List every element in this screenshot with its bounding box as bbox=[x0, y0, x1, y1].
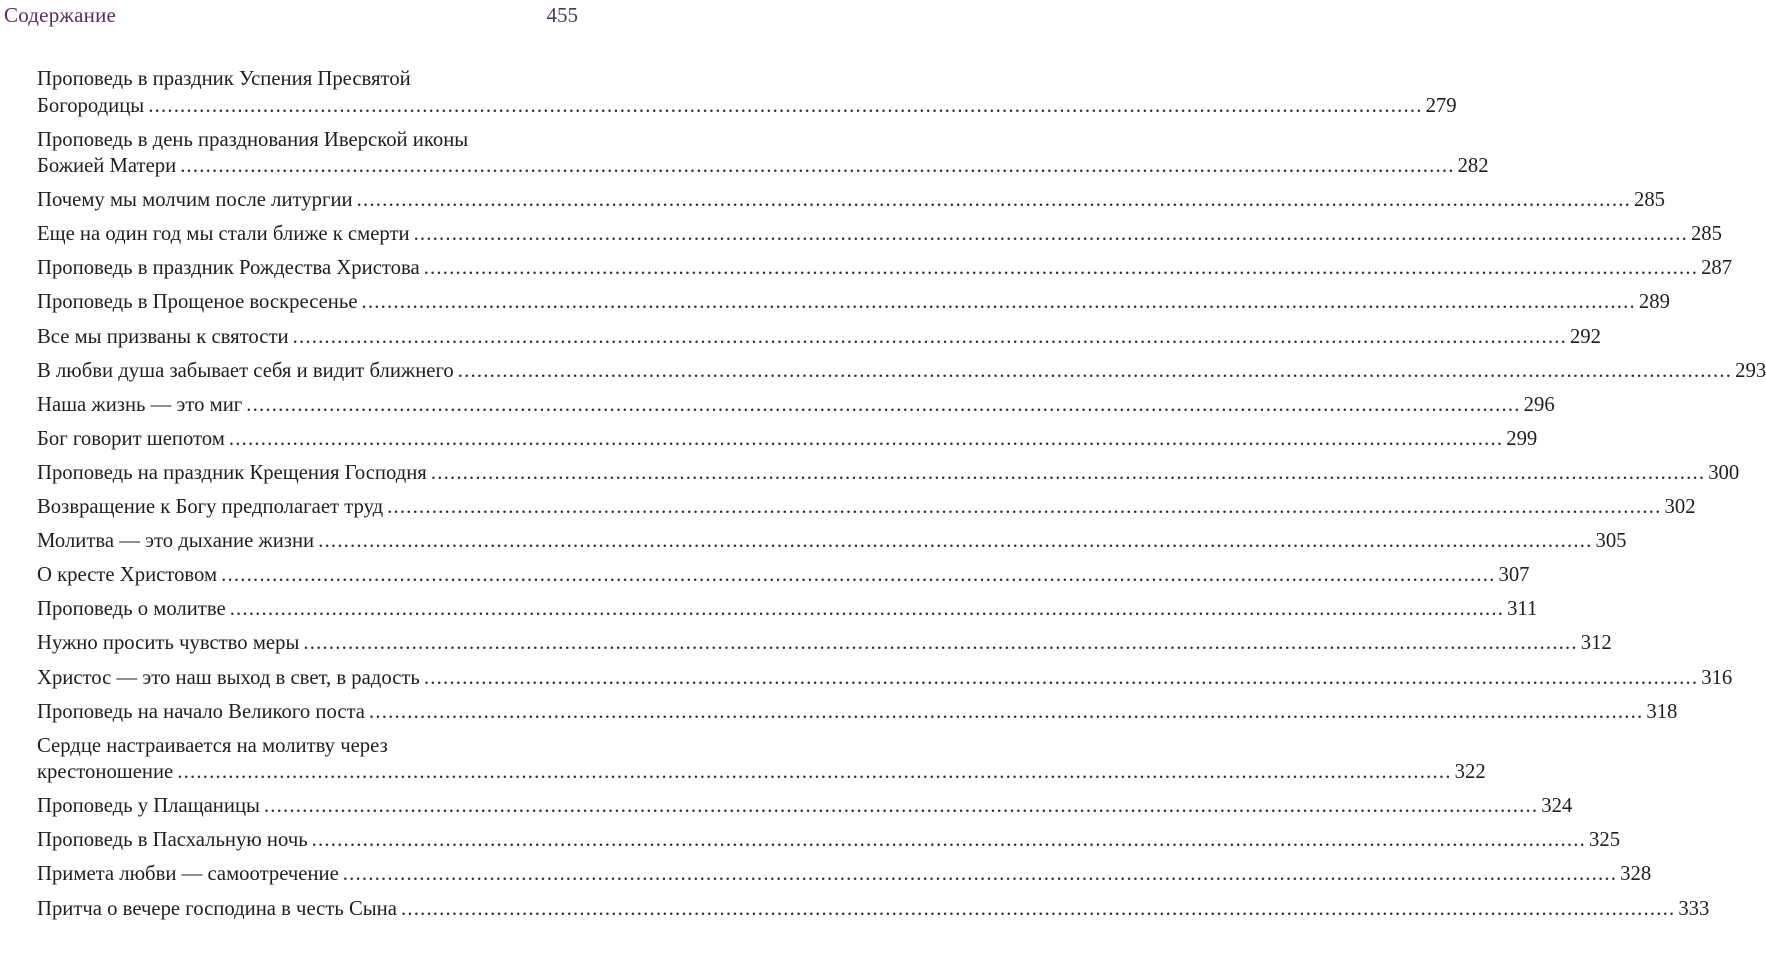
toc-entry-title-line: Проповедь в день празднования Иверской иконы bbox=[37, 128, 469, 151]
toc-entry-line bbox=[37, 562, 1530, 589]
toc-entry-line bbox=[37, 827, 1621, 854]
dot-leader: ........................................................................................................................................................................................................ bbox=[318, 530, 1593, 553]
dot-leader: ........................................................................................................................................................................................................ bbox=[361, 291, 1636, 314]
dot-leader: ........................................................................................................................................................................................................ bbox=[228, 427, 1504, 450]
dot-leader: ........................................................................................................................................................................................................ bbox=[292, 325, 1567, 348]
toc-entry-page: 282 bbox=[1457, 155, 1489, 178]
toc-entry-page: 300 bbox=[1708, 461, 1740, 484]
toc-entry-line bbox=[37, 759, 1486, 786]
toc-entry-line bbox=[37, 289, 1670, 316]
dot-leader: ........................................................................................................................................................................................................ bbox=[177, 761, 1452, 784]
dot-leader: ........................................................................................................................................................................................................ bbox=[263, 795, 1539, 818]
dot-leader: ........................................................................................................................................................................................................ bbox=[356, 189, 1631, 212]
toc-entry-page: 285 bbox=[1633, 189, 1666, 212]
page-number: 455 bbox=[546, 3, 578, 27]
toc-entry bbox=[37, 861, 1652, 888]
toc-entry-line bbox=[37, 630, 1612, 657]
toc-entry bbox=[37, 733, 1486, 786]
dot-leader: ........................................................................................................................................................................................................ bbox=[229, 598, 1505, 621]
toc-entry-title: Проповедь на начало Великого поста bbox=[37, 700, 365, 723]
toc-entry-page: 318 bbox=[1646, 700, 1678, 723]
toc-entry-title-line: Сердце настраивается на молитву через bbox=[37, 734, 388, 757]
page-header bbox=[0, 0, 584, 36]
toc-entry-page: 311 bbox=[1507, 598, 1538, 621]
toc-entry bbox=[37, 426, 1538, 453]
toc-entry bbox=[37, 896, 1710, 923]
toc-entry-line bbox=[37, 494, 1696, 521]
toc-entry-title: Проповедь у Плащаницы bbox=[37, 795, 260, 818]
toc-entry-line bbox=[37, 392, 1555, 419]
toc-entry bbox=[37, 221, 1722, 248]
dot-leader: ........................................................................................................................................................................................................ bbox=[221, 564, 1496, 587]
toc-entry bbox=[37, 562, 1530, 589]
dot-leader: ........................................................................................................................................................................................................ bbox=[387, 496, 1662, 519]
toc-entry-page: 316 bbox=[1701, 666, 1733, 689]
table-of-contents bbox=[37, 66, 1766, 930]
toc-entry bbox=[37, 827, 1621, 854]
dot-leader: ........................................................................................................................................................................................................ bbox=[457, 359, 1733, 382]
toc-entry-page: 325 bbox=[1589, 829, 1621, 852]
toc-entry-page: 305 bbox=[1595, 530, 1627, 553]
toc-entry-title: Примета любви — самоотречение bbox=[37, 863, 339, 886]
toc-entry-page: 296 bbox=[1523, 393, 1555, 416]
toc-entry bbox=[37, 324, 1601, 351]
toc-entry-title: Божией Матери bbox=[37, 155, 177, 178]
toc-entry-title: Молитва — это дыхание жизни bbox=[37, 530, 315, 553]
toc-entry-line bbox=[37, 426, 1538, 453]
toc-entry-page: 293 bbox=[1735, 359, 1766, 382]
toc-entry-page: 328 bbox=[1620, 863, 1652, 886]
dot-leader: ........................................................................................................................................................................................................ bbox=[246, 393, 1521, 416]
toc-entry bbox=[37, 494, 1696, 521]
toc-entry-title: Еще на один год мы стали ближе к смерти bbox=[37, 223, 410, 246]
toc-entry-line bbox=[37, 896, 1710, 923]
toc-entry-line bbox=[37, 255, 1733, 282]
toc-entry-line bbox=[37, 460, 1740, 487]
toc-entry-page: 302 bbox=[1664, 496, 1696, 519]
dot-leader: ........................................................................................................................................................................................................ bbox=[311, 829, 1587, 852]
toc-entry-title: Нужно просить чувство меры bbox=[37, 632, 300, 655]
toc-entry-title: Все мы призваны к святости bbox=[37, 325, 289, 348]
toc-entry bbox=[37, 289, 1670, 316]
toc-entry-title: О кресте Христовом bbox=[37, 564, 218, 587]
toc-entry-line bbox=[37, 861, 1652, 888]
toc-entry bbox=[37, 255, 1733, 282]
toc-entry-title: Проповедь о молитве bbox=[37, 598, 226, 621]
toc-entry bbox=[37, 358, 1766, 385]
toc-entry-title: В любви душа забывает себя и видит ближнего bbox=[37, 359, 454, 382]
dot-leader: ........................................................................................................................................................................................................ bbox=[430, 461, 1706, 484]
toc-entry-page: 287 bbox=[1701, 257, 1733, 280]
toc-entry bbox=[37, 392, 1555, 419]
toc-entry-page: 279 bbox=[1425, 94, 1457, 117]
toc-entry bbox=[37, 596, 1538, 623]
toc-entry bbox=[37, 793, 1573, 820]
toc-entry-page: 289 bbox=[1638, 291, 1670, 314]
toc-entry-line bbox=[37, 699, 1678, 726]
toc-entry bbox=[37, 66, 1457, 119]
toc-entry-line bbox=[37, 93, 1457, 120]
toc-entry-title: Христос — это наш выход в свет, в радость bbox=[37, 666, 420, 689]
toc-entry-title-line: Проповедь в праздник Успения Пресвятой bbox=[37, 68, 411, 90]
dot-leader: ........................................................................................................................................................................................................ bbox=[423, 666, 1699, 689]
toc-entry-page: 312 bbox=[1580, 632, 1612, 655]
toc-entry bbox=[37, 127, 1489, 180]
toc-entry bbox=[37, 665, 1733, 692]
dot-leader: ........................................................................................................................................................................................................ bbox=[303, 632, 1578, 655]
toc-entry-line bbox=[37, 221, 1722, 248]
dot-leader: ........................................................................................................................................................................................................ bbox=[148, 94, 1423, 117]
toc-entry-title: Почему мы молчим после литургии bbox=[37, 189, 353, 212]
toc-entry-title: Проповедь в Прощеное воскресенье bbox=[37, 291, 358, 314]
toc-entry-title: Проповедь на праздник Крещения Господня bbox=[37, 461, 427, 484]
toc-entry-title: Возвращение к Богу предполагает труд bbox=[37, 496, 384, 519]
toc-entry-title: Наша жизнь — это миг bbox=[37, 393, 243, 416]
dot-leader: ........................................................................................................................................................................................................ bbox=[342, 863, 1618, 886]
toc-entry-line bbox=[37, 358, 1766, 385]
toc-entry bbox=[37, 460, 1740, 487]
toc-entry-title: Проповедь в праздник Рождества Христова bbox=[37, 257, 420, 280]
toc-entry bbox=[37, 528, 1627, 555]
toc-entry bbox=[37, 630, 1612, 657]
toc-entry-title: крестоношение bbox=[37, 761, 174, 784]
toc-entry-page: 299 bbox=[1506, 427, 1538, 450]
dot-leader: ........................................................................................................................................................................................................ bbox=[400, 897, 1676, 920]
toc-entry-title: Богородицы bbox=[37, 94, 145, 117]
dot-leader: ........................................................................................................................................................................................................ bbox=[423, 257, 1699, 280]
toc-entry bbox=[37, 187, 1666, 214]
dot-leader: ........................................................................................................................................................................................................ bbox=[368, 700, 1644, 723]
toc-entry-page: 292 bbox=[1569, 325, 1601, 348]
toc-entry-line bbox=[37, 187, 1666, 214]
dot-leader: ........................................................................................................................................................................................................ bbox=[180, 155, 1455, 178]
toc-entry-line bbox=[37, 528, 1627, 555]
toc-entry-page: 307 bbox=[1498, 564, 1530, 587]
toc-entry-title: Притча о вечере господина в честь Сына bbox=[37, 897, 397, 920]
toc-entry-line bbox=[37, 153, 1489, 180]
toc-entry-line bbox=[37, 596, 1538, 623]
running-head-title: Содержание bbox=[4, 3, 117, 27]
toc-entry-title: Бог говорит шепотом bbox=[37, 427, 225, 450]
toc-entry-title: Проповедь в Пасхальную ночь bbox=[37, 829, 308, 852]
toc-entry-page: 322 bbox=[1454, 761, 1486, 784]
dot-leader: ........................................................................................................................................................................................................ bbox=[413, 223, 1688, 246]
toc-entry-page: 285 bbox=[1690, 223, 1722, 246]
toc-entry bbox=[37, 699, 1678, 726]
toc-entry-page: 324 bbox=[1541, 795, 1573, 818]
toc-entry-line bbox=[37, 665, 1733, 692]
toc-entry-page: 333 bbox=[1678, 897, 1710, 920]
toc-entry-line bbox=[37, 324, 1601, 351]
toc-entry-line bbox=[37, 793, 1573, 820]
